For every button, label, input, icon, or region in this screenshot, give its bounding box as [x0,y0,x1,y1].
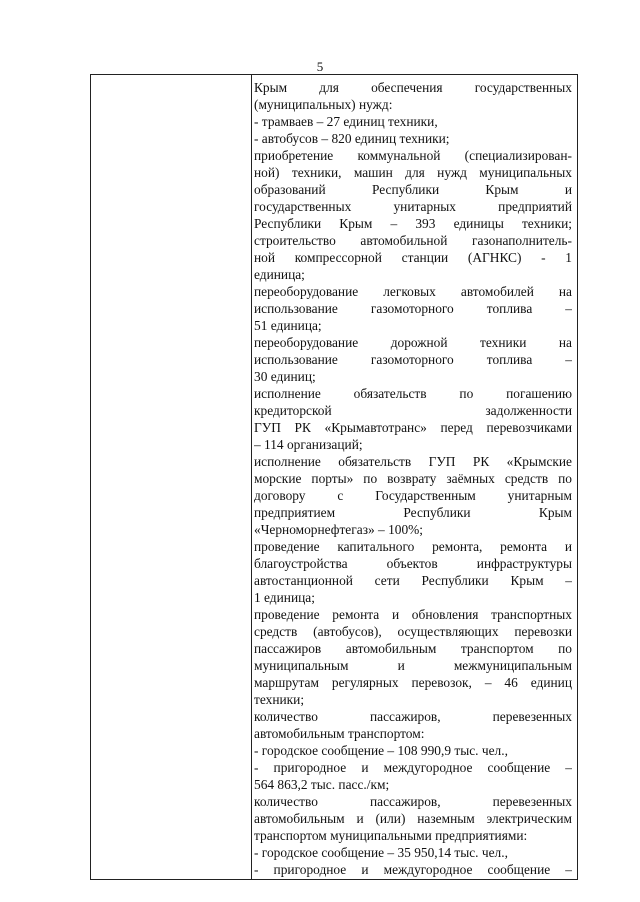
text-line: приобретение коммунальной (специализирован- [254,148,572,163]
text-line: 51 единица; [254,318,322,333]
text-line: средств (автобусов), осуществляющих перевозки [254,624,572,639]
text-line: - трамваев – 27 единиц техники, [254,114,438,129]
table-left-column [91,75,252,879]
text-line: 1 единица; [254,590,315,605]
text-line: техники; [254,692,305,707]
text-line: государственных унитарных предприятий [254,199,572,214]
text-line: Республики Крым – 393 единицы техники; [254,216,572,231]
text-line: 30 единиц; [254,369,316,384]
document-table [90,74,578,880]
text-line: 564 863,2 тыс. пасс./км; [254,777,390,792]
text-line: - городское сообщение – 108 990,9 тыс. чел., [254,743,508,758]
text-line: исполнение обязательств по погашению [254,386,572,401]
text-line: - городское сообщение – 35 950,14 тыс. чел., [254,845,508,860]
table-right-column [252,75,577,879]
text-line: – 114 организаций; [254,437,363,452]
text-line: автомобильным и (или) наземным электрическим [254,811,572,826]
text-line: Крым для обеспечения государственных [254,80,572,95]
text-line: автомобильным транспортом: [254,726,425,741]
text-line: пассажиров автомобильным транспортом по [254,641,572,656]
text-line: «Черноморнефтегаз» – 100%; [254,522,424,537]
text-line: муниципальным и межмуниципальным [254,658,572,673]
text-line: морские порты» по возврату заёмных средств по [254,471,572,486]
text-line: ной) техники, машин для нужд муниципальных [254,165,572,180]
text-line: договору с Государственным унитарным [254,488,572,503]
text-line: единица; [254,267,305,282]
text-line: использование газомоторного топлива – [254,301,572,316]
text-line: - пригородное и междугородное сообщение – [254,862,572,877]
text-line: количество пассажиров, перевезенных [254,709,572,724]
text-line: предприятием Республики Крым [254,505,572,520]
text-line: количество пассажиров, перевезенных [254,794,572,809]
text-line: ной компрессорной станции (АГНКС) - 1 [254,250,572,265]
text-line: (муниципальных) нужд: [254,97,393,112]
text-line: проведение капитального ремонта, ремонта и [254,539,572,554]
page-number: 5 [316,59,324,74]
text-line: - пригородное и междугородное сообщение – [254,760,572,775]
text-line: образований Республики Крым и [254,182,572,197]
text-line: строительство автомобильной газонаполнитель- [254,233,572,248]
text-line: маршрутам регулярных перевозок, – 46 единиц [254,675,572,690]
text-line: переоборудование дорожной техники на [254,335,572,350]
text-line: проведение ремонта и обновления транспортных [254,607,572,622]
text-line: ГУП РК «Крымавтотранс» перед перевозчиками [254,420,572,435]
text-line: благоустройства объектов инфраструктуры [254,556,572,571]
text-line: кредиторской задолженности [254,403,572,418]
text-line: исполнение обязательств ГУП РК «Крымские [254,454,572,469]
text-line: автостанционной сети Республики Крым – [254,573,572,588]
text-line: переоборудование легковых автомобилей на [254,284,572,299]
text-line: транспортом муниципальными предприятиями: [254,828,528,843]
text-line: - автобусов – 820 единиц техники; [254,131,450,146]
text-line: использование газомоторного топлива – [254,352,572,367]
